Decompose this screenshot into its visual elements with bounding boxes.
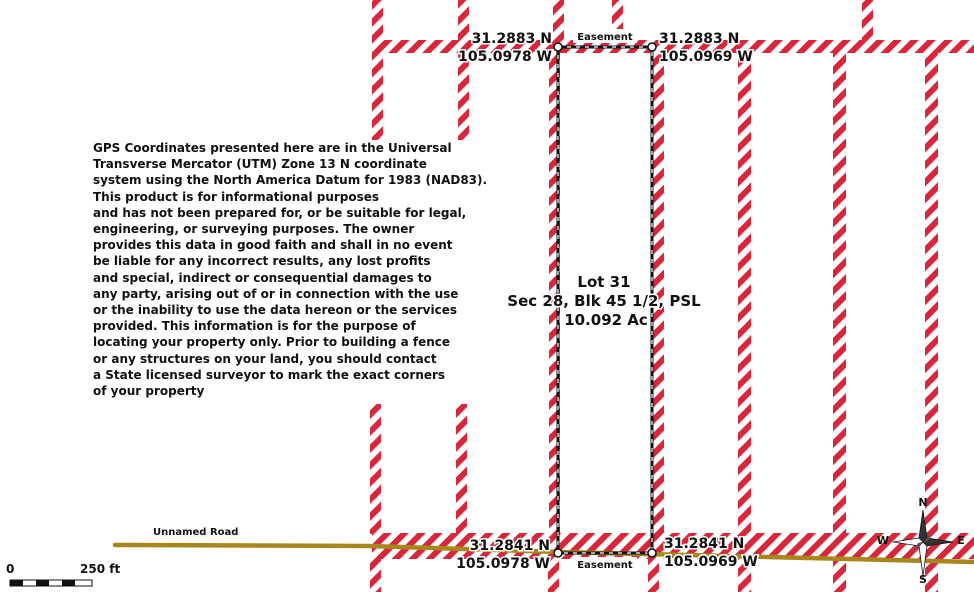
lot-legal-description: Sec 28, Blk 45 1/2, PSL [507, 292, 701, 310]
compass-west-label: W [876, 534, 890, 547]
gps-disclaimer-text: GPS Coordinates presented here are in the Universal Transverse Mercator (UTM) Zone 13 N coordinate system using the North America Datum for 1983 (NAD83). This product is for informational purposes and has not been prepared for, or be suitable for legal, engineering, or surveying purposes. The owner provides this data in good faith and shall in no event be liable for any incorrect results, any lost profits and special, indirect or consequential damages to any party, arising out of or in connection with the use or the inability to use the data hereon or the services provided. This information is for the purpose of locating your property only. Prior to building a fence or any structures on your land, you should contact a State licensed surveyor to mark the exact corners of your property [93, 141, 488, 399]
parcel-strip [458, 0, 469, 41]
lot-name: Lot 31 [577, 273, 631, 291]
compass-east-label: E [957, 534, 965, 547]
parcel-strip [370, 404, 381, 534]
compass-south-label: S [919, 573, 927, 586]
compass-north-label: N [918, 496, 928, 509]
ne-lat-label: 31.2883 N [659, 31, 740, 47]
parcel-strip [648, 558, 659, 592]
easement-top-label: Easement [577, 32, 633, 43]
parcel-strip [372, 0, 383, 41]
nw-lat-label: 31.2883 N [471, 31, 552, 47]
parcel-strip [372, 52, 383, 140]
parcel-strip [370, 558, 381, 592]
corner-marker-ne [648, 43, 656, 51]
parcel-strip [862, 0, 873, 41]
parcel-strip [458, 52, 469, 140]
se-lat-label: 31.2841 N [664, 536, 745, 552]
sw-lon-label: 105.0978 W [456, 556, 550, 572]
parcel-strip [833, 558, 846, 592]
parcel-strip [456, 404, 467, 534]
scale-end-label: 250 ft [80, 562, 121, 576]
easement-bottom-label: Easement [577, 560, 633, 571]
parcel-strip [738, 52, 751, 534]
scale-bar [10, 580, 92, 586]
nw-lon-label: 105.0978 W [458, 49, 552, 65]
sw-lat-label: 31.2841 N [469, 538, 550, 554]
road-label: Unnamed Road [153, 527, 239, 538]
corner-marker-nw [554, 43, 562, 51]
parcel-strip [833, 52, 846, 534]
parcel-strip [925, 52, 938, 534]
corner-marker-se [648, 549, 656, 557]
parcel-strip [553, 0, 564, 41]
ne-lon-label: 105.0969 W [659, 49, 753, 65]
lot-area: 10.092 Ac [564, 311, 648, 329]
se-lon-label: 105.0969 W [664, 554, 758, 570]
scale-start-label: 0 [6, 562, 15, 576]
corner-marker-sw [554, 549, 562, 557]
